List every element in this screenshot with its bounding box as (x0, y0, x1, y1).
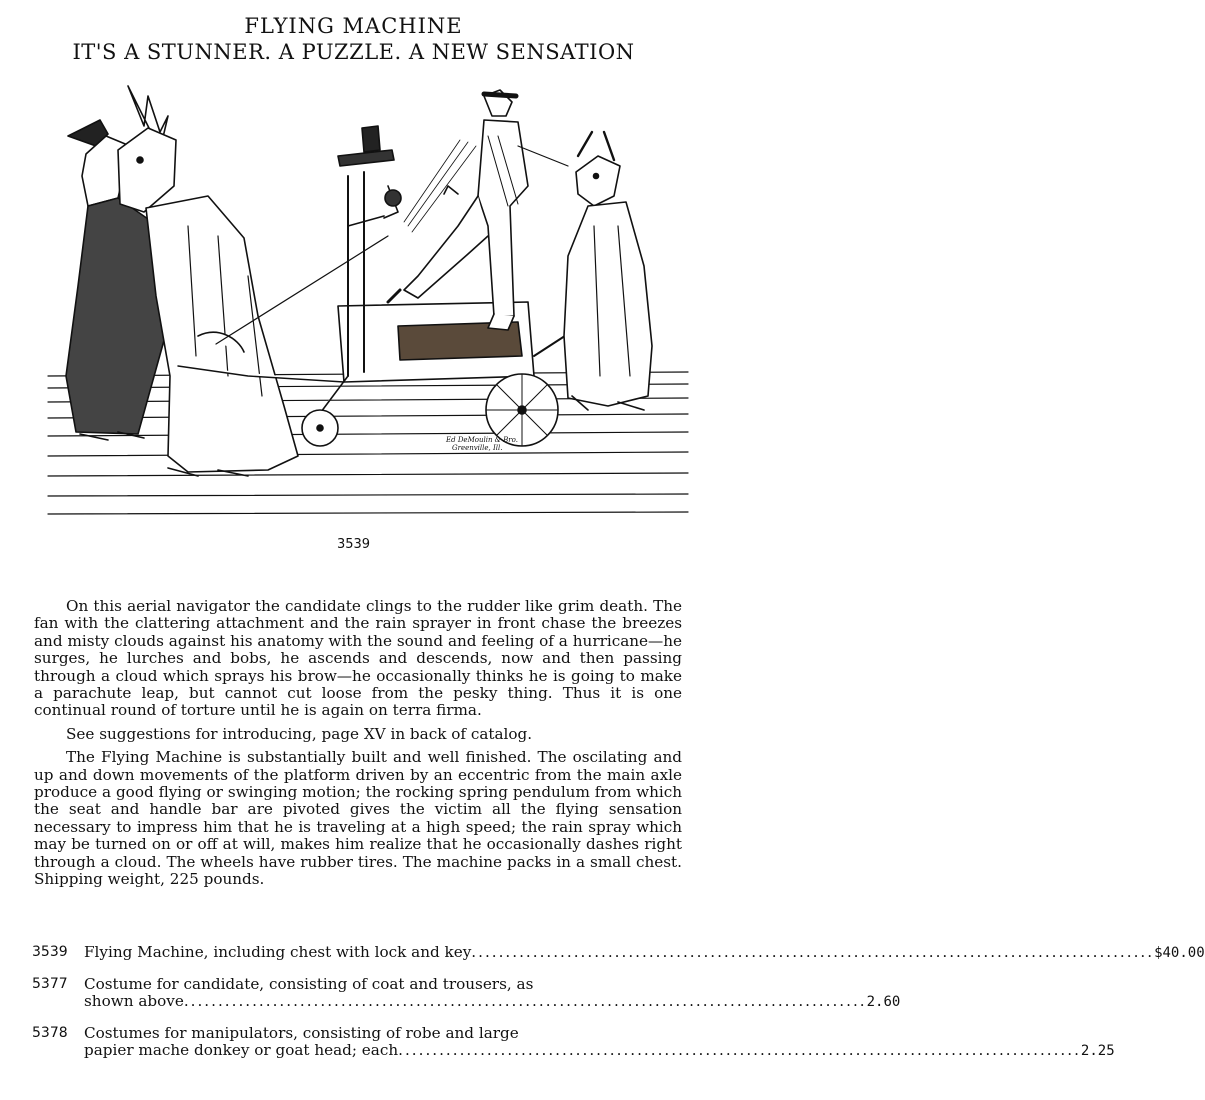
item-description-line-2: papier mache donkey or goat head; each (84, 1041, 399, 1060)
description-paragraph-3: The Flying Machine is substantially built and well finished. The oscilating and up and down movements of the platform driven by an eccentric from the main axle produce a good flying or swinging motion; the rocking spring pendulum from which the seat and handle bar are pivoted gives the victim all the flying sensation necessary to impress him that he is traveling at a high speed; the rain spray which may be turned on or off at will, makes him realize that he occasionally dashes right through a cloud. The wheels have rubber tires. The machine packs in a small chest. Shipping weight, 225 pounds. (34, 748, 682, 889)
price-item (32, 974, 901, 1012)
signature-line-1: Ed DeMoulin & Bro. (446, 436, 518, 444)
leader-dots (398, 1042, 1081, 1060)
item-number: 5377 (32, 975, 68, 992)
candidate-rider (388, 90, 568, 330)
page-subtitle: IT'S A STUNNER. A PUZZLE. A NEW SENSATION (72, 40, 635, 64)
leader-dots (184, 993, 867, 1011)
item-price: 2.25 (1080, 1043, 1115, 1060)
item-price: 2.60 (866, 994, 901, 1011)
figure-number: 3539 (336, 537, 371, 552)
signature-line-2: Greenville, Ill. (452, 444, 503, 452)
item-description-line-1: Costumes for manipulators, consisting of robe and large (84, 1023, 519, 1042)
item-number: 5378 (32, 1024, 68, 1041)
price-list (32, 943, 1205, 1074)
description (34, 598, 682, 895)
leader-dots (471, 944, 1154, 962)
item-description-line-2: shown above (84, 992, 184, 1011)
description-paragraph-2: See suggestions for introducing, page XV in back of catalog. (66, 724, 533, 743)
item-price: $40.00 (1154, 945, 1205, 961)
description-paragraph-1: On this aerial navigator the candidate clings to the rudder like grim death. The fan with the clattering attachment and the rain sprayer in front chase the breezes and misty clouds against his anatomy with the sound and feeling of a hurricane—he surges, he lurches and bobs, he ascends and descends, now and then passing through a cloud which sprays his brow—he occasionally thinks he is going to make a parachute leap, but cannot cut loose from the pesky thing. Thus it is one continual round of torture until he is again on terra firma. (34, 597, 682, 720)
price-item (32, 1023, 1115, 1061)
page-title: FLYING MACHINE (244, 14, 463, 38)
item-number: 3539 (32, 944, 68, 960)
price-item (32, 943, 1205, 963)
item-description: Flying Machine, including chest with lock and key (84, 943, 472, 961)
flying-machine-illustration (48, 76, 688, 526)
item-description-line-1: Costume for candidate, consisting of coat and trousers, as (84, 974, 534, 993)
maker-signature (445, 436, 518, 452)
goat-manipulator (564, 132, 652, 410)
